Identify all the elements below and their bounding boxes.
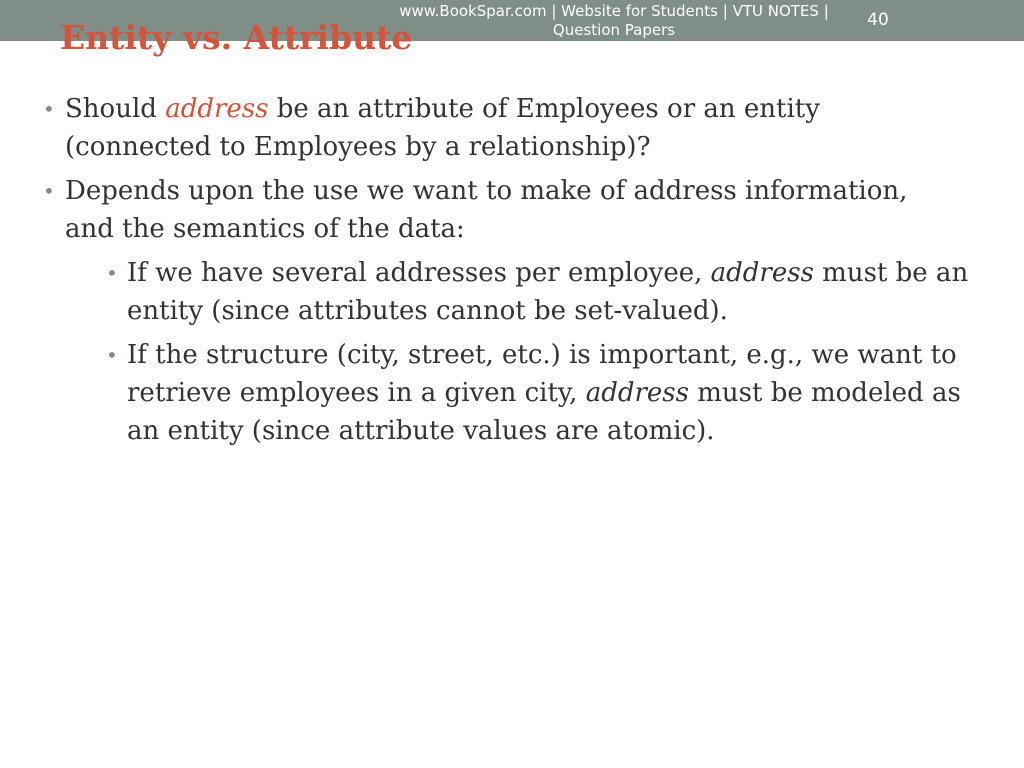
bullet-dot-icon: •	[43, 97, 55, 121]
bullet-emphasis: address	[710, 258, 814, 288]
slide-body	[0, 90, 1024, 456]
bullet-text: must be an entity (since attributes cannot be set-valued).	[127, 258, 969, 326]
bullet-item	[0, 90, 955, 166]
bullet-emphasis: address	[165, 94, 269, 124]
bullet-text: must be modeled as an entity (since attribute values are atomic).	[127, 378, 961, 446]
bullet-dot-icon: •	[43, 179, 55, 203]
bullet-text: If we have several addresses per employee,	[127, 258, 711, 288]
bullet-dot-icon: •	[106, 343, 118, 367]
slide-title: Entity vs. Attribute	[60, 18, 413, 57]
header-source-note: www.BookSpar.com | Website for Students | VTU NOTES | Question Papers	[399, 2, 829, 39]
bullet-dot-icon: •	[106, 261, 118, 285]
bullet-item	[0, 172, 955, 248]
bullet-text: If the structure (city, street, etc.) is important, e.g., we want to retrieve employees in a given city,	[127, 340, 957, 408]
bullet-emphasis: address	[585, 378, 689, 408]
slide-number: 40	[867, 10, 889, 30]
bullet-text: Should	[65, 94, 166, 124]
sub-bullet-item	[0, 254, 997, 330]
bullet-text: Depends upon the use we want to make of address information, and the semantics of the data:	[65, 176, 908, 244]
bullet-text: be an attribute of Employees or an entity (connected to Employees by a relationship)?	[65, 94, 820, 162]
sub-bullet-item	[0, 336, 997, 450]
